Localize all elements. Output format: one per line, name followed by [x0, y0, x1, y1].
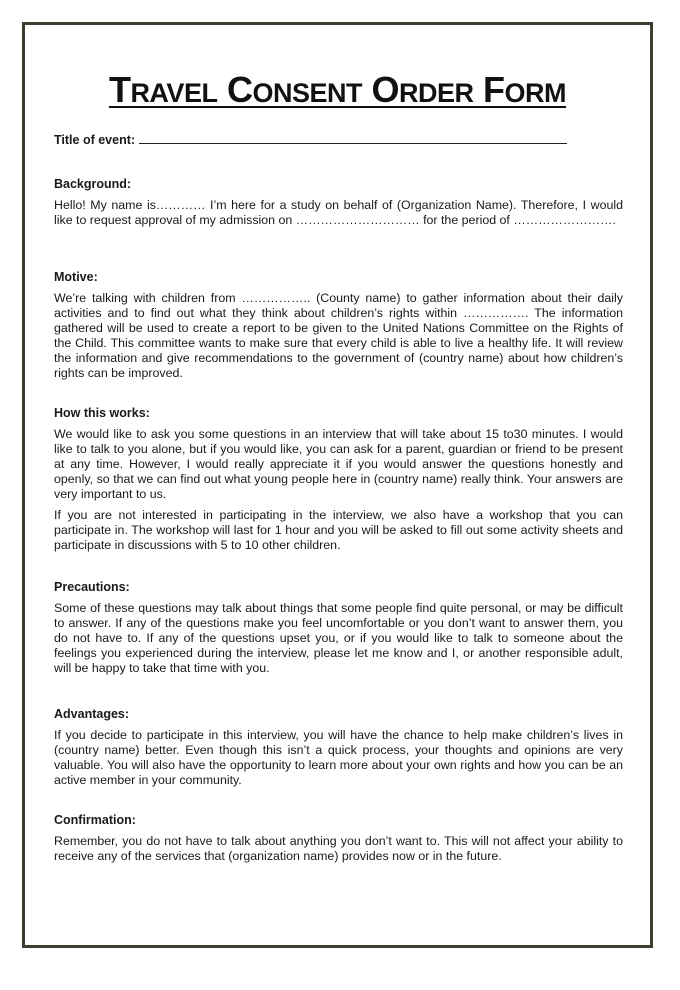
section-background — [54, 177, 623, 228]
section-paragraph: If you are not interested in participating in the interview, we also have a workshop that you can participate in. The workshop will last for 1 hour and you will be asked to fill out some activity sheets and participate in discussions with 5 to 10 other children. — [54, 508, 623, 552]
section-heading: Background: — [54, 177, 132, 191]
event-title-blank[interactable] — [139, 133, 567, 144]
section-confirmation — [54, 813, 623, 864]
section-heading: How this works: — [54, 406, 150, 420]
title-word: FORM — [483, 69, 567, 110]
title-word: TRAVEL — [108, 69, 218, 110]
event-title-label: Title of event: — [54, 133, 136, 147]
section-advantages — [54, 707, 623, 788]
section-paragraph: If you decide to participate in this interview, you will have the chance to help make children’s lives in (country name) better. Even though this isn’t a quick process, your thoughts and opinions are very valuable. You will also have the opportunity to learn more about your own rights and how you can be an active member in your community. — [54, 728, 623, 787]
event-title-field — [54, 133, 567, 147]
section-how-this-works — [54, 406, 623, 553]
section-paragraph: We would like to ask you some questions in an interview that will take about 15 to30 minutes. I would like to talk to you alone, but if you would like, you can ask for a parent, guardian or friend to be present at any time. However, I would really appreciate it if you would answer the questions honestly and openly, so that we can find out what young people here in (country name) really think. Your answers are very important to us. — [54, 427, 623, 501]
title-word: CONSENT — [226, 69, 362, 110]
section-paragraph: Some of these questions may talk about things that some people find quite personal, or may be difficult to answer. If any of the questions make you feel uncomfortable or you don’t want to answer them, you do not have to. If any of the questions upset you, or if you would like to talk to someone about the feelings you experienced during the interview, please let me know and I, or another responsible adult, will be happy to take that time with you. — [54, 601, 623, 675]
section-paragraph: We’re talking with children from …………….. (County name) to gather information about their daily activities and to find out what they think about children’s rights within ……………. The information gathered will be used to create a report to be given to the United Nations Committee on the Rights of the Child. This committee wants to make sure that every child is able to live a healthy life. It will review the information and give recommendations to the government of (country name) about how children’s rights can be improved. — [54, 291, 623, 380]
title-word: ORDER — [371, 69, 474, 110]
section-motive — [54, 270, 623, 381]
page-border — [22, 22, 653, 948]
section-paragraph: Remember, you do not have to talk about anything you don’t want to. This will not affect your ability to receive any of the services that (organization name) provides now or in the future. — [54, 834, 623, 863]
section-heading: Motive: — [54, 270, 98, 284]
page-title — [25, 69, 650, 111]
section-precautions — [54, 580, 623, 676]
section-paragraph: Hello! My name is………… I’m here for a study on behalf of (Organization Name). Therefore, I would like to request approval of my admission on ………………………… for the period of ……………………. — [54, 198, 623, 227]
section-heading: Precautions: — [54, 580, 130, 594]
section-heading: Confirmation: — [54, 813, 136, 827]
section-heading: Advantages: — [54, 707, 130, 721]
